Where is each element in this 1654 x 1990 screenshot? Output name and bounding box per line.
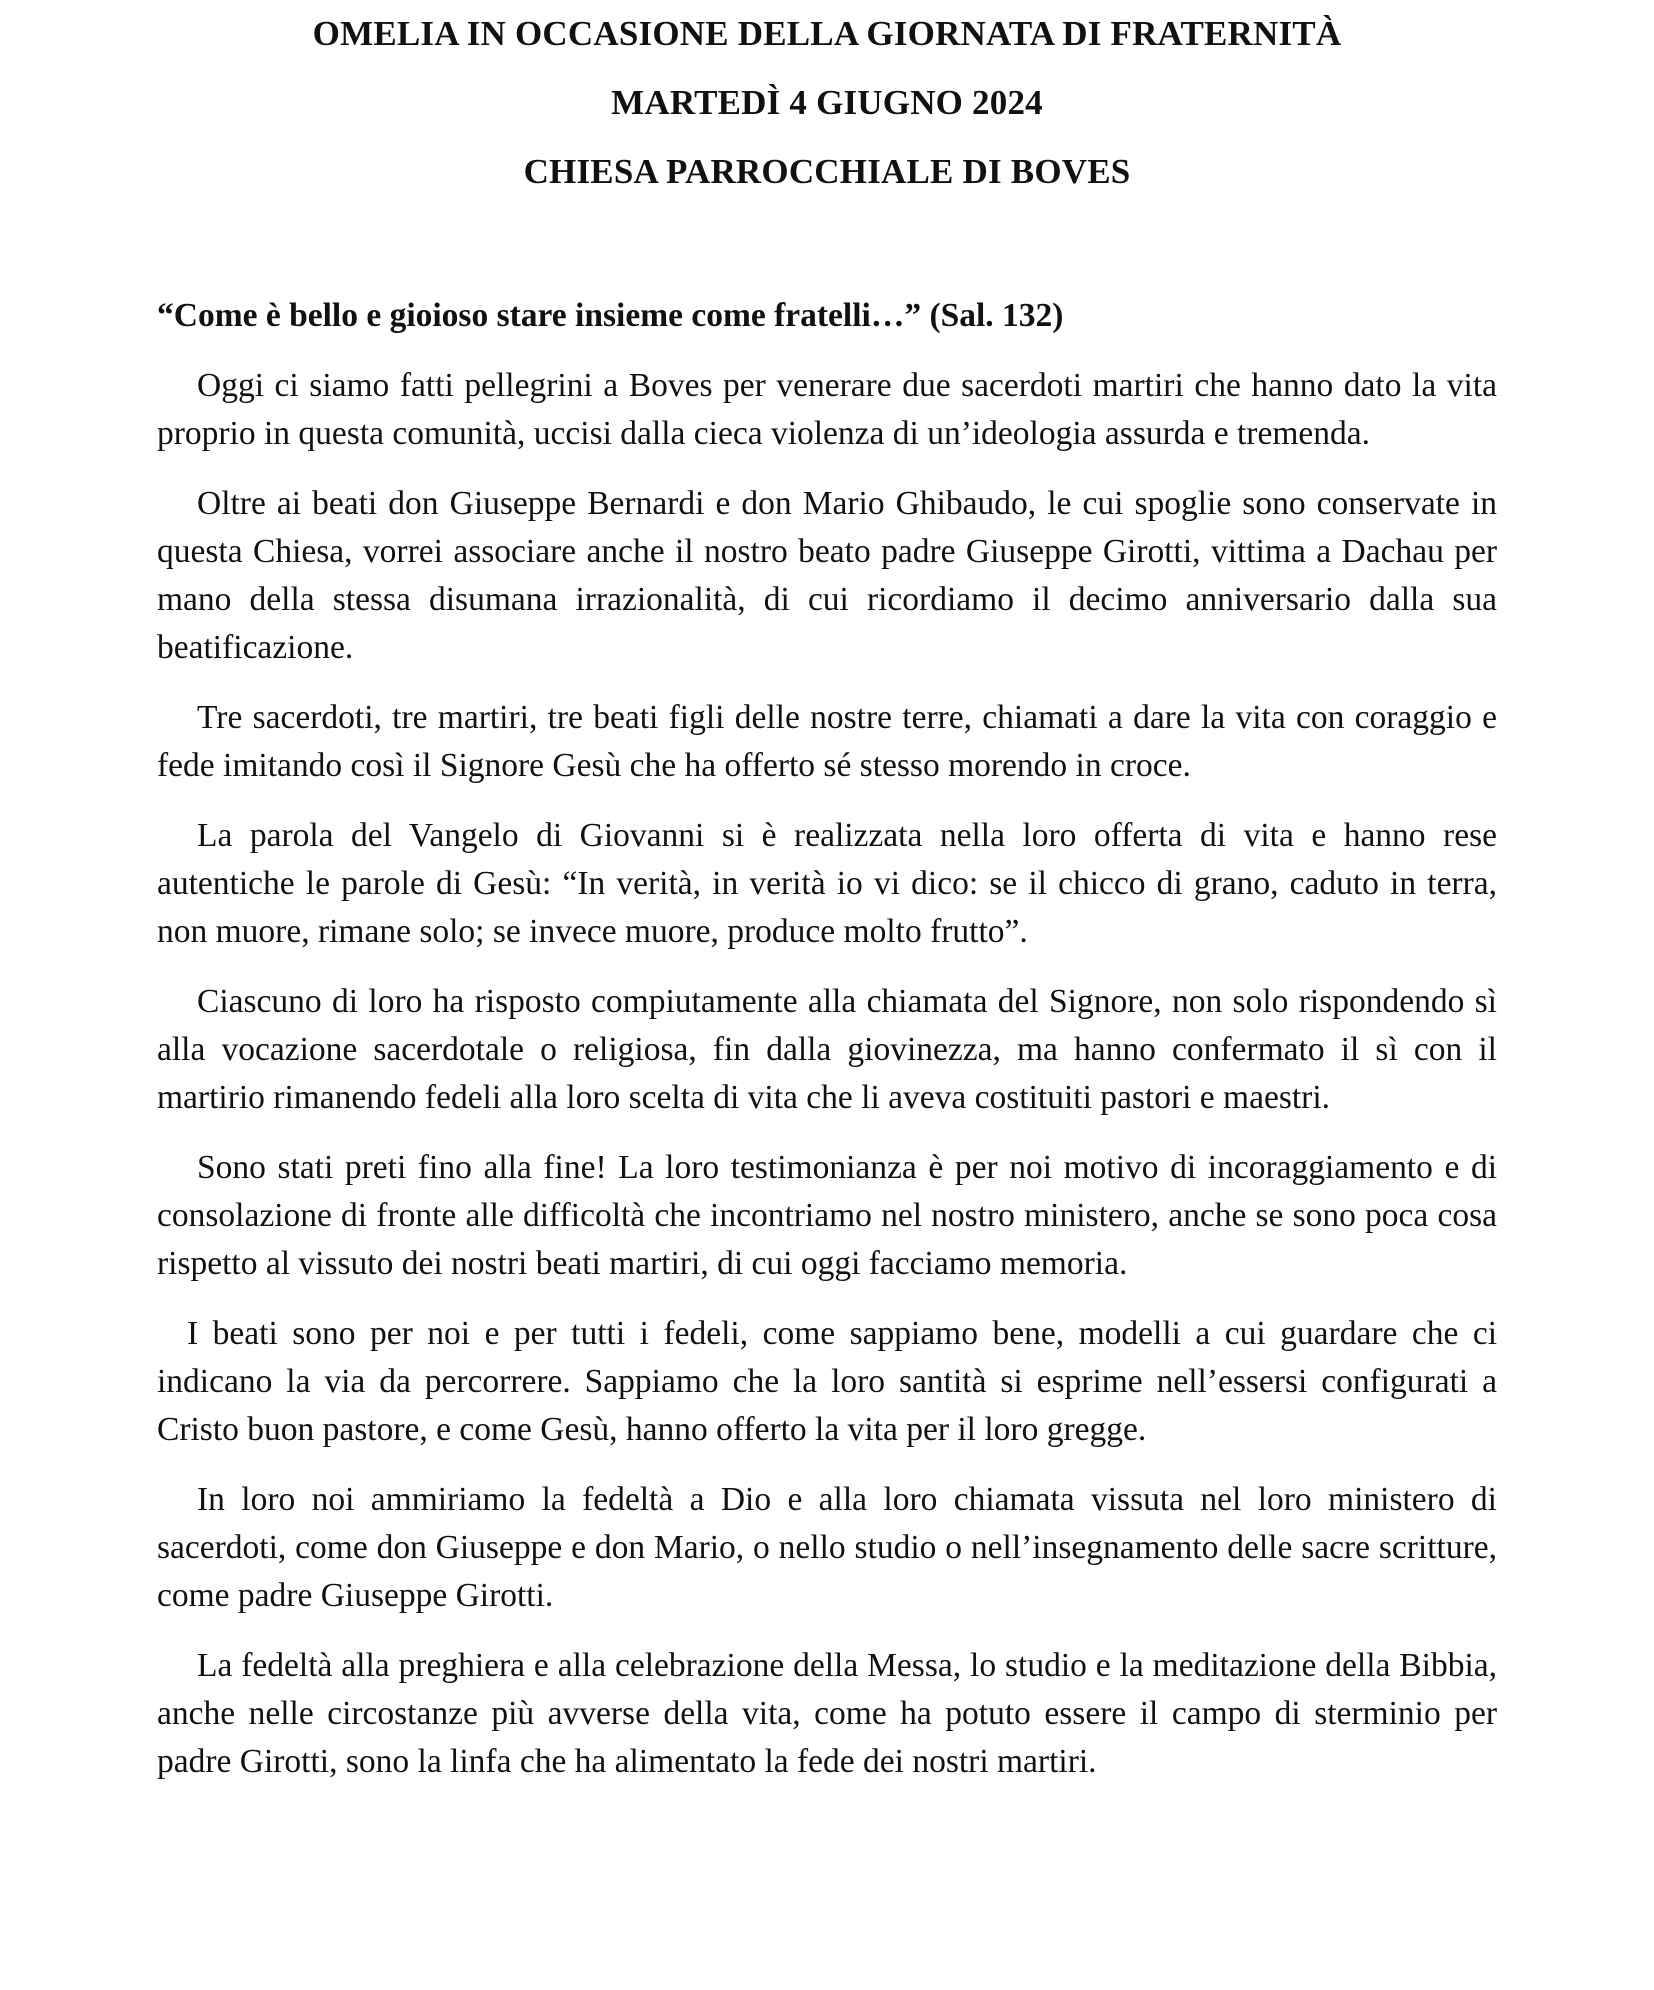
document-title: OMELIA IN OCCASIONE DELLA GIORNATA DI FRATERNITÀ xyxy=(312,14,1342,53)
document-location: CHIESA PARROCCHIALE DI BOVES xyxy=(523,152,1131,191)
paragraph: Oltre ai beati don Giuseppe Bernardi e don Mario Ghibaudo, le cui spoglie sono conservate in questa Chiesa, vorrei associare anche il nostro beato padre Giuseppe Girotti, vittima a Dachau per mano della stessa disumana irrazionalità, di cui ricordiamo il decimo anniversario dalla sua beatificazione. xyxy=(157,485,1497,666)
paragraph: I beati sono per noi e per tutti i fedeli, come sappiamo bene, modelli a cui guardare che ci indicano la via da percorrere. Sappiamo che la loro santità si esprime nell’essersi configurati a Cristo buon pastore, e come Gesù, hanno offerto la vita per il loro gregge. xyxy=(157,1315,1497,1448)
paragraph: In loro noi ammiriamo la fedeltà a Dio e alla loro chiamata vissuta nel loro ministero di sacerdoti, come don Giuseppe e don Mario, o nello studio o nell’insegnamento delle sacre scritture, come padre Giuseppe Girotti. xyxy=(157,1481,1497,1614)
document-date: MARTEDÌ 4 GIUGNO 2024 xyxy=(611,83,1043,122)
paragraph: Ciascuno di loro ha risposto compiutamente alla chiamata del Signore, non solo rispondendo sì alla vocazione sacerdotale o religiosa, fin dalla giovinezza, ma hanno confermato il sì con il martirio rimanendo fedeli alla loro scelta di vita che li aveva costituiti pastori e maestri. xyxy=(157,983,1497,1116)
paragraph: La fedeltà alla preghiera e alla celebrazione della Messa, lo studio e la meditazione della Bibbia, anche nelle circostanze più avverse della vita, come ha potuto essere il campo di sterminio per padre Girotti, sono la linfa che ha alimentato la fede dei nostri martiri. xyxy=(157,1647,1497,1780)
paragraph: Oggi ci siamo fatti pellegrini a Boves per venerare due sacerdoti martiri che hanno dato la vita proprio in questa comunità, uccisi dalla cieca violenza di un’ideologia assurda e tremenda. xyxy=(157,367,1497,452)
paragraph: Tre sacerdoti, tre martiri, tre beati figli delle nostre terre, chiamati a dare la vita con coraggio e fede imitando così il Signore Gesù che ha offerto sé stesso morendo in croce. xyxy=(157,699,1497,784)
paragraph: Sono stati preti fino alla fine! La loro testimonianza è per noi motivo di incoraggiamento e di consolazione di fronte alle difficoltà che incontriamo nel nostro ministero, anche se sono poca cosa rispetto al vissuto dei nostri beati martiri, di cui oggi facciamo memoria. xyxy=(157,1149,1497,1282)
document-body xyxy=(157,292,1497,1786)
epigraph-quote: “Come è bello e gioioso stare insieme come fratelli…” (Sal. 132) xyxy=(157,297,1064,334)
paragraph: La parola del Vangelo di Giovanni si è realizzata nella loro offerta di vita e hanno rese autentiche le parole di Gesù: “In verità, in verità io vi dico: se il chicco di grano, caduto in terra, non muore, rimane solo; se invece muore, produce molto frutto”. xyxy=(157,817,1497,950)
